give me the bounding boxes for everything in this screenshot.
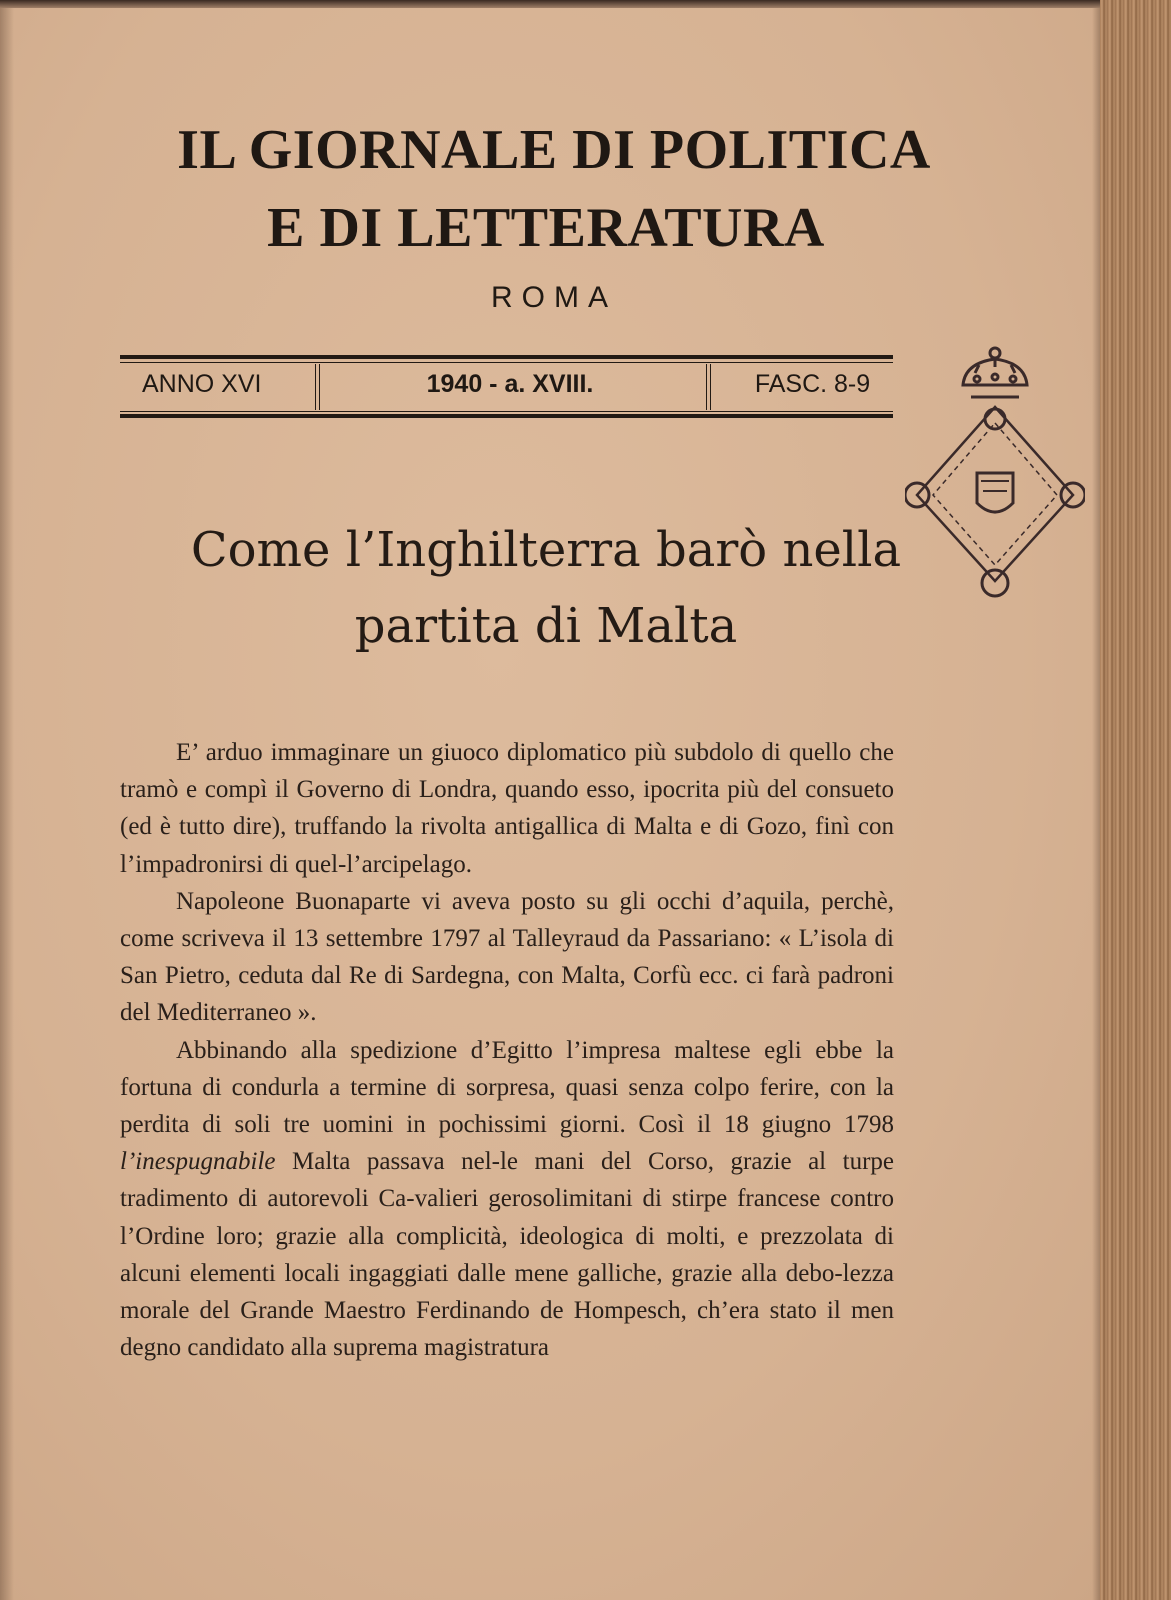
paragraph-3-part-1: Abbinando alla spedizione d’Egitto l’impresa maltese egli ebbe la fortuna di condurla a termine di sorpresa, quasi senza colpo ferire, con la perdita di soli tre uomini in pochissimi giorni. Così il 18 giugno 1798 bbox=[120, 1036, 894, 1139]
divider bbox=[706, 364, 707, 410]
stacked-page-edges bbox=[1100, 0, 1171, 1600]
rule-bottom-thin bbox=[120, 411, 893, 412]
issue-info-row bbox=[120, 364, 893, 410]
issue-anno: ANNO XVI bbox=[142, 370, 262, 398]
masthead-line-2: E DI LETTERATURA bbox=[267, 197, 825, 259]
rule-bottom-thick bbox=[120, 414, 893, 418]
paragraph-3-italic: l’inespugnabile bbox=[120, 1148, 276, 1176]
article-title-line-2: partita di Malta bbox=[354, 598, 738, 654]
divider bbox=[319, 364, 320, 410]
issue-year: 1940 - a. XVIII. bbox=[426, 370, 594, 398]
masthead-line-1: IL GIORNALE DI POLITICA bbox=[177, 119, 931, 181]
rule-top-thick bbox=[120, 355, 893, 359]
paragraph-2: Napoleone Buonaparte vi aveva posto su gli occhi d’aquila, perchè, come scriveva il 13 settembre 1797 al Talleyraud da Passariano: « L’isola di San Pietro, ceduta dal Re di Sardegna, con Malta, Corfù ecc. ci farà padroni del Mediterraneo ». bbox=[120, 887, 894, 1027]
article-title-line-1: Come l’Inghilterra barò nella bbox=[190, 522, 902, 578]
paragraph-3 bbox=[120, 1032, 894, 1367]
divider bbox=[315, 364, 316, 410]
paragraph-3-part-2: Malta passava nel-le mani del Corso, grazie al turpe tradimento di autorevoli Ca-valieri gerosolimitani di stirpe francese contro l’Ordine loro; grazie alla complicità, ideologica di molti, e prezzolata di alcuni elementi locali ingaggiati dalle mene galliche, grazie alla debo-lezza morale del Grande Maestro Ferdinando de Hompesch, ch’era stato il men degno candidato alla suprema magistratura bbox=[120, 1148, 894, 1362]
paragraph-1: E’ arduo immaginare un giuoco diplomatico più subdolo di quello che tramò e compì il Governo di Londra, quando esso, ipocrita più del consueto (ed è tutto dire), truffando la rivolta antigallica di Malta e di Gozo, finì con l’impadronirsi di quel-l’arcipelago. bbox=[120, 739, 894, 878]
divider bbox=[710, 364, 711, 410]
article-body bbox=[120, 734, 894, 1366]
masthead-city: ROMA bbox=[491, 281, 617, 314]
rule-top-thin bbox=[120, 362, 893, 363]
issue-fascicolo: FASC. 8-9 bbox=[754, 370, 871, 398]
library-stamp-icon bbox=[905, 345, 1085, 605]
